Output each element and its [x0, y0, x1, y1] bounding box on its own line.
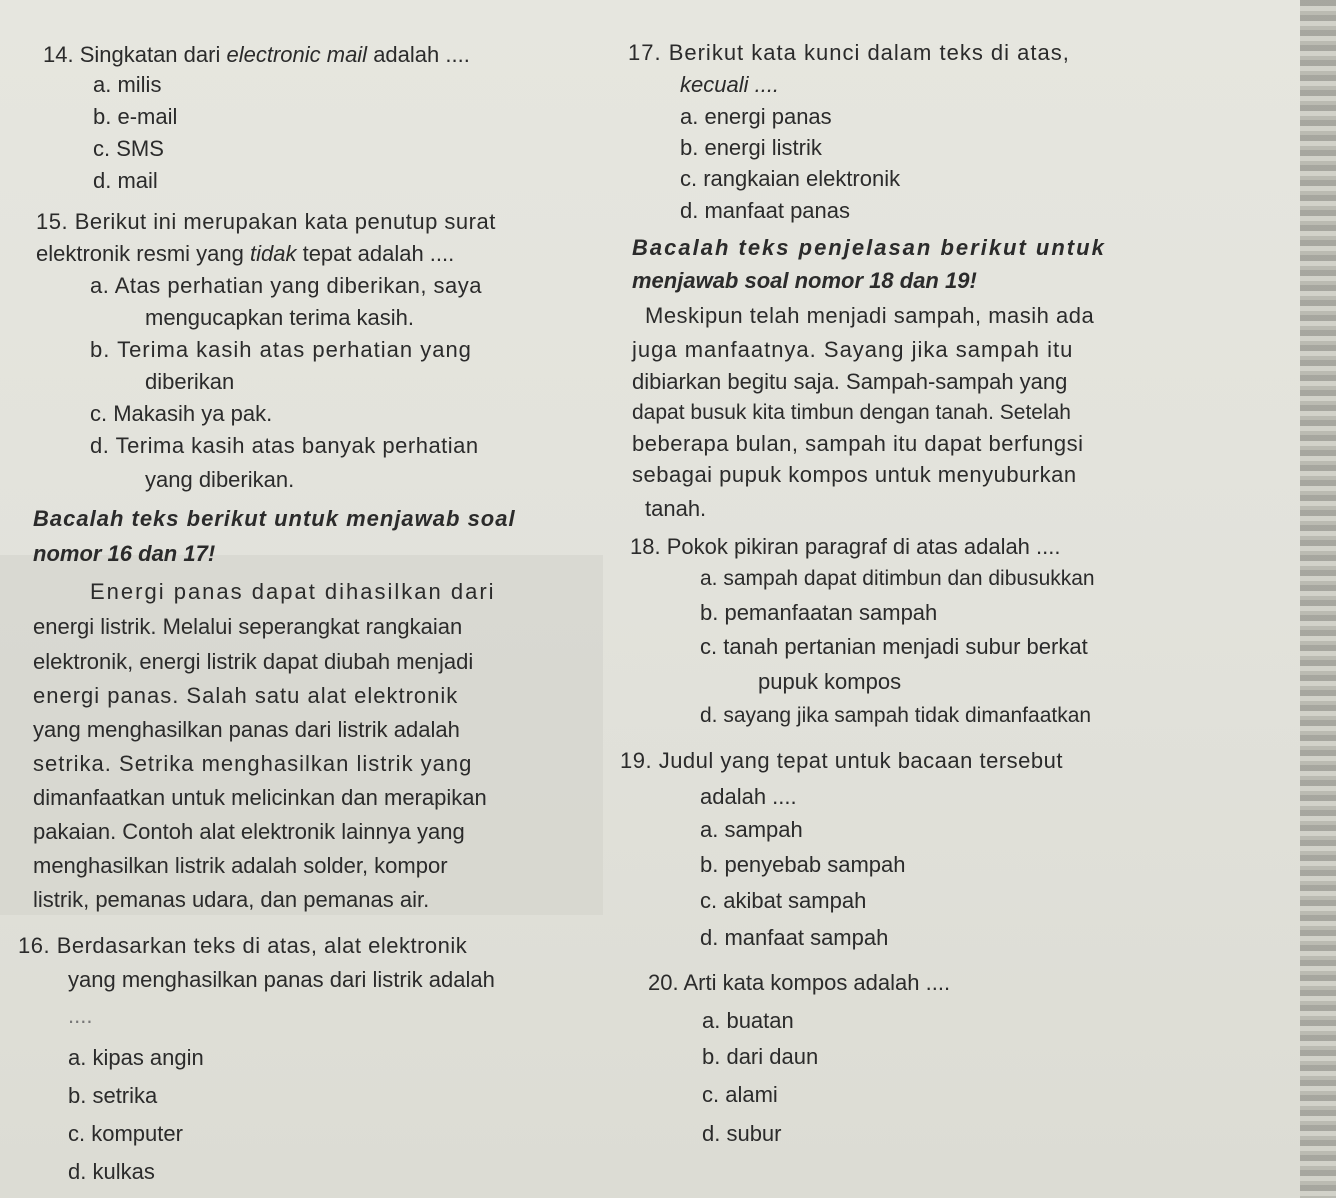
passage-2-line-3: dibiarkan begitu saja. Sampah-sampah yang: [632, 369, 1068, 394]
question-15-option-c[interactable]: c. Makasih ya pak.: [90, 401, 273, 426]
passage-2-line-1: Meskipun telah menjadi sampah, masih ada: [645, 303, 1095, 328]
question-17-option-d[interactable]: d. manfaat panas: [680, 198, 851, 223]
question-16-option-c[interactable]: c. komputer: [68, 1121, 183, 1146]
question-18-option-c[interactable]: c. tanah pertanian menjadi subur berkat: [700, 634, 1088, 659]
question-15-stem-line1: 15. Berikut ini merupakan kata penutup surat: [36, 209, 496, 234]
question-16-stem-line3: ....: [68, 1003, 93, 1028]
passage-2-line-2: juga manfaatnya. Sayang jika sampah itu: [632, 337, 1074, 362]
passage-1-line-10: listrik, pemanas udara, dan pemanas air.: [33, 887, 430, 912]
question-19-stem-line2: adalah ....: [700, 784, 797, 809]
passage-1-line-6: setrika. Setrika menghasilkan listrik yang: [33, 751, 473, 776]
question-18-option-a[interactable]: a. sampah dapat ditimbun dan dibusukkan: [700, 567, 1095, 590]
instruction-18-19-line1: Bacalah teks penjelasan berikut untuk: [632, 235, 1106, 260]
question-19-option-b[interactable]: b. penyebab sampah: [700, 852, 906, 877]
question-17-option-b[interactable]: b. energi listrik: [680, 135, 822, 160]
question-14-stem: 14. Singkatan dari electronic mail adalah ....: [43, 42, 470, 67]
question-14-option-c[interactable]: c. SMS: [93, 136, 164, 161]
question-15-option-b-cont: diberikan: [145, 369, 235, 394]
passage-1-line-7: dimanfaatkan untuk melicinkan dan merapikan: [33, 785, 487, 810]
passage-2-line-5: beberapa bulan, sampah itu dapat berfungsi: [632, 431, 1084, 456]
question-20-option-d[interactable]: d. subur: [702, 1121, 782, 1146]
question-17-option-a[interactable]: a. energi panas: [680, 104, 832, 129]
question-18-option-d[interactable]: d. sayang jika sampah tidak dimanfaatkan: [700, 704, 1092, 727]
question-16-stem-line1: 16. Berdasarkan teks di atas, alat elektronik: [18, 933, 468, 958]
question-16-option-b[interactable]: b. setrika: [68, 1083, 158, 1108]
question-15-option-a-cont: mengucapkan terima kasih.: [145, 305, 415, 330]
question-15-option-a[interactable]: a. Atas perhatian yang diberikan, saya: [90, 273, 483, 298]
question-18-option-c-cont: pupuk kompos: [758, 669, 902, 694]
question-17-stem-line1: 17. Berikut kata kunci dalam teks di atas,: [628, 40, 1070, 65]
passage-1-line-5: yang menghasilkan panas dari listrik adalah: [33, 717, 460, 742]
instruction-16-17-line1: Bacalah teks berikut untuk menjawab soal: [33, 506, 516, 531]
question-20-option-c[interactable]: c. alami: [702, 1082, 778, 1107]
question-15-option-d[interactable]: d. Terima kasih atas banyak perhatian: [90, 433, 479, 458]
question-16-stem-line2: yang menghasilkan panas dari listrik adalah: [68, 967, 495, 992]
question-20-option-a[interactable]: a. buatan: [702, 1008, 794, 1033]
question-16-option-a[interactable]: a. kipas angin: [68, 1045, 204, 1070]
passage-2-line-6: sebagai pupuk kompos untuk menyuburkan: [632, 462, 1077, 487]
question-19-option-d[interactable]: d. manfaat sampah: [700, 925, 889, 950]
passage-1-line-1: Energi panas dapat dihasilkan dari: [90, 579, 496, 604]
question-15-option-b[interactable]: b. Terima kasih atas perhatian yang: [90, 337, 472, 362]
question-14-option-b[interactable]: b. e-mail: [93, 104, 178, 129]
instruction-16-17-line2: nomor 16 dan 17!: [33, 541, 216, 566]
passage-2-line-4: dapat busuk kita timbun dengan tanah. Setelah: [632, 401, 1071, 424]
question-19-option-c[interactable]: c. akibat sampah: [700, 888, 867, 913]
passage-1-line-2: energi listrik. Melalui seperangkat rangkaian: [33, 614, 463, 639]
passage-1-line-9: menghasilkan listrik adalah solder, kompor: [33, 853, 448, 878]
question-19-stem-line1: 19. Judul yang tepat untuk bacaan tersebut: [620, 748, 1063, 773]
question-17-stem-line2: kecuali ....: [680, 72, 780, 97]
passage-1-line-4: energi panas. Salah satu alat elektronik: [33, 683, 459, 708]
page-edge: [1300, 0, 1336, 1198]
question-14-option-a[interactable]: a. milis: [93, 72, 162, 97]
question-20-option-b[interactable]: b. dari daun: [702, 1044, 819, 1069]
question-18-stem: 18. Pokok pikiran paragraf di atas adalah ....: [630, 534, 1061, 559]
question-20-stem: 20. Arti kata kompos adalah ....: [648, 970, 951, 995]
question-16-option-d[interactable]: d. kulkas: [68, 1159, 155, 1184]
question-15-option-d-cont: yang diberikan.: [145, 467, 295, 492]
passage-1-line-8: pakaian. Contoh alat elektronik lainnya yang: [33, 819, 465, 844]
question-19-option-a[interactable]: a. sampah: [700, 817, 803, 842]
question-14-option-d[interactable]: d. mail: [93, 168, 158, 193]
passage-2-line-7: tanah.: [645, 496, 707, 521]
instruction-18-19-line2: menjawab soal nomor 18 dan 19!: [632, 268, 977, 293]
question-17-option-c[interactable]: c. rangkaian elektronik: [680, 166, 901, 191]
passage-1-line-3: elektronik, energi listrik dapat diubah menjadi: [33, 649, 474, 674]
question-15-stem-line2: elektronik resmi yang tidak tepat adalah ....: [36, 241, 455, 266]
question-18-option-b[interactable]: b. pemanfaatan sampah: [700, 600, 938, 625]
